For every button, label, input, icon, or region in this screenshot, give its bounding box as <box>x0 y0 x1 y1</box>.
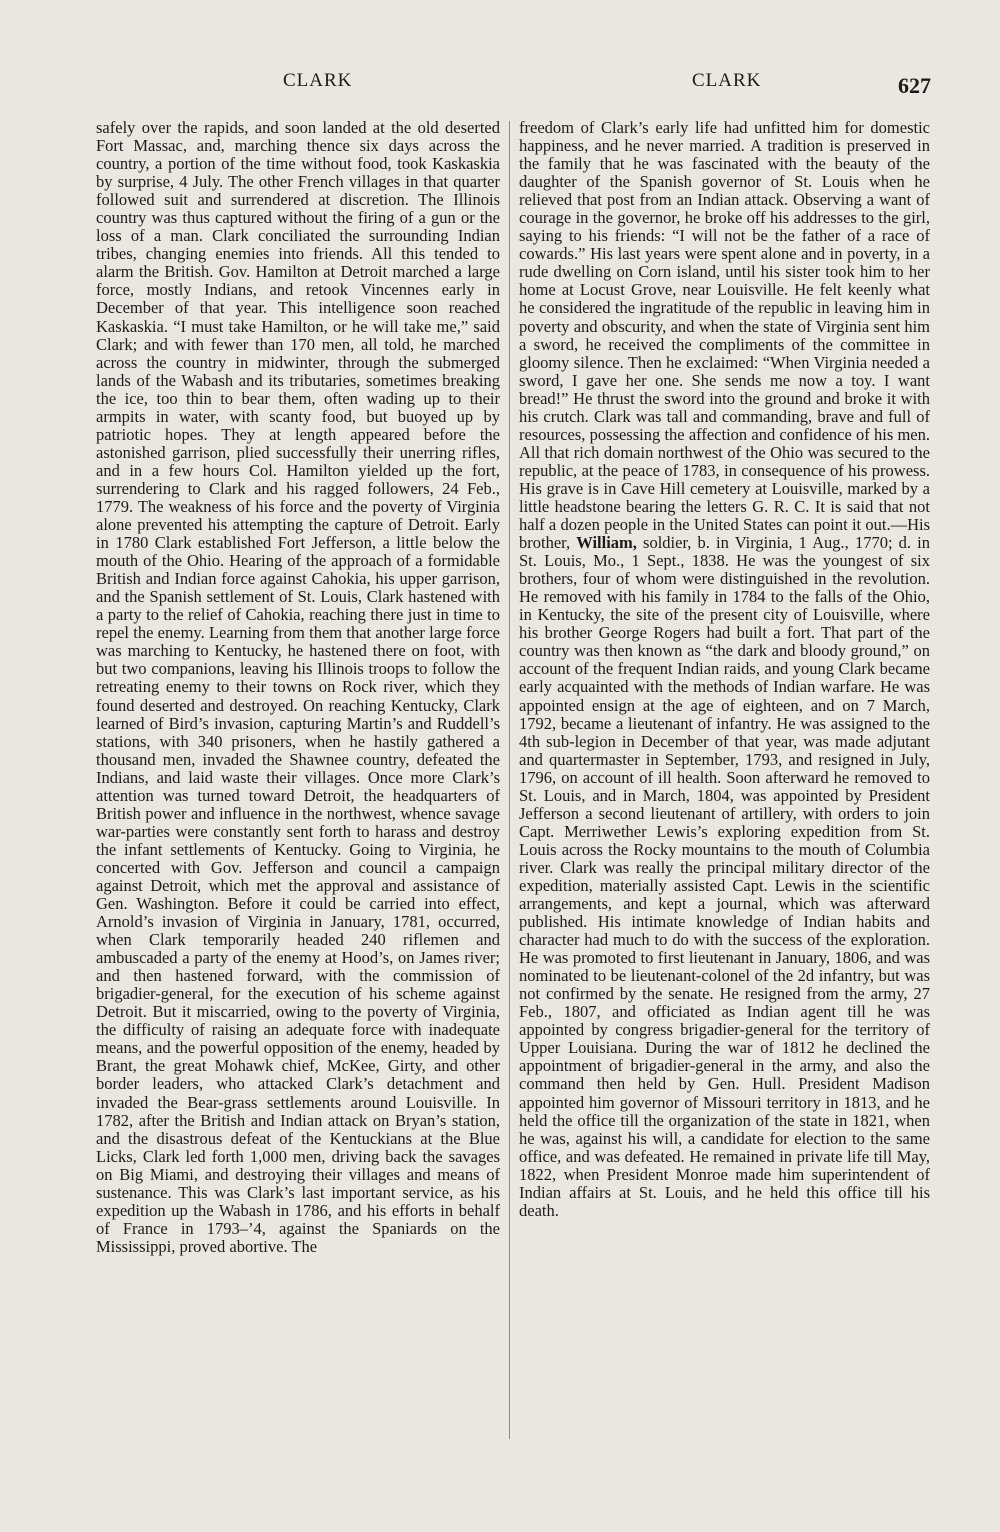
entry-name-william: William, <box>576 533 637 553</box>
body-text-right <box>519 119 930 1220</box>
body-text-right-part-2: soldier, b. in Virginia, 1 Aug., 1770; d. in St. Louis, Mo., 1 Sept., 1838. He was the youngest of six brothers, four of whom were distinguished in the revolution. He removed with his family in 1784 to the falls of the Ohio, in Kentucky, the site of the present city of Louisville, where his brother George Rogers had built a fort. That part of the country was then known as “the dark and bloody ground,” on account of the frequent Indian raids, and young Clark became early acquainted with the methods of Indian warfare. He was appointed ensign at the age of eighteen, and on 7 March, 1792, became a lieutenant of infantry. He was assigned to the 4th sub-legion in December of that year, was made adjutant and quartermaster in September, 1793, and resigned in July, 1796, on account of ill health. Soon afterward he removed to St. Louis, and in March, 1804, was appointed by President Jefferson a second lieutenant of artillery, with orders to join Capt. Merriwether Lewis’s exploring expedition from St. Louis across the Rocky mountains to the mouth of Columbia river. Clark was really the principal military director of the expedition, materially assisted Capt. Lewis in the scientific arrangements, and kept a journal, which was afterward published. His intimate knowledge of Indian habits and character had much to do with the success of the exploration. He was promoted to first lieutenant in January, 1806, and was nominated to be lieutenant-colonel of the 2d infantry, but was not confirmed by the senate. He resigned from the army, 27 Feb., 1807, and officiated as Indian agent till he was appointed by congress brigadier-general for the territory of Upper Louisiana. During the war of 1812 he declined the appointment of brigadier-general in the army, and also the command then held by Gen. Hull. President Madison appointed him governor of Missouri territory in 1813, and he held the office till the organization of the state in 1821, when he was, against his will, a candidate for election to the same office, and was defeated. He remained in private life till May, 1822, when President Monroe made him superintendent of Indian affairs at St. Louis, and he held this office till his death. <box>519 533 930 1220</box>
page-number: 627 <box>898 73 931 98</box>
body-text-right-part-1: freedom of Clark’s early life had unfitted him for domestic happiness, and he never married. A tradition is preserved in the family that he was fascinated with the beauty of the daughter of the Spanish governor of St. Louis when he relieved that post from an Indian attack. Observing a want of courage in the governor, he broke off his addresses to the girl, saying to his friends: “I will not be the father of a race of cowards.” His last years were spent alone and in poverty, in a rude dwelling on Corn island, until his sister took him to her home at Locust Grove, near Louisville. He felt keenly what he considered the ingratitude of the republic in leaving him in poverty and obscurity, and when the state of Virginia sent him a sword, he received the compliments of the committee in gloomy silence. Then he exclaimed: “When Virginia needed a sword, I gave her one. She sends me now a toy. I want bread!” He thrust the sword into the ground and broke it with his crutch. Clark was tall and commanding, brave and full of resources, possessing the affection and confidence of his men. All that rich domain northwest of the Ohio was secured to the republic, at the peace of 1783, in consequence of his prowess. His grave is in Cave Hill cemetery at Louisville, marked by a little headstone bearing the letters G. R. C. It is said that not half a dozen people in the United States can point it out.—His brother, <box>519 118 930 553</box>
running-head-right: CLARK <box>692 70 762 91</box>
text-column-right <box>519 119 930 1220</box>
body-text-left: safely over the rapids, and soon landed at the old deserted Fort Massac, and, marching thence six days across the country, a portion of the time without food, took Kaskaskia by surprise, 4 July. The other French villages in that quarter followed suit and surrendered at discretion. The Illinois country was thus captured without the firing of a gun or the loss of a man. Clark conciliated the surrounding Indian tribes, changing enemies into friends. All this tended to alarm the British. Gov. Hamilton at Detroit marched a large force, mostly Indians, and retook Vincennes early in December of that year. This intelligence soon reached Kaskaskia. “I must take Hamilton, or he will take me,” said Clark; and with fewer than 170 men, all told, he marched across the country in midwinter, through the submerged lands of the Wabash and its tributaries, sometimes breaking the ice, too thin to bear them, often wading up to their armpits in water, with scanty food, but buoyed up by patriotic hopes. They at length appeared before the astonished garrison, plied successfully their unerring rifles, and in a few hours Col. Hamilton yielded up the fort, surrendering to Clark and his ragged followers, 24 Feb., 1779. The weakness of his force and the poverty of Virginia alone prevented his attempting the capture of Detroit. Early in 1780 Clark established Fort Jefferson, a little below the mouth of the Ohio. Hearing of the approach of a formidable British and Indian force against Cahokia, his upper garrison, and the Spanish settlement of St. Louis, Clark hastened with a party to the relief of Cahokia, reaching there just in time to repel the enemy. Learning from them that another large force was marching to Kentucky, he hastened there on foot, with but two companions, leaving his Illinois troops to follow the retreating enemy to their towns on Rock river, which they found deserted and destroyed. On reaching Kentucky, Clark learned of Bird’s invasion, capturing Martin’s and Ruddell’s stations, with 340 prisoners, when he hastily gathered a thousand men, invaded the Shawnee country, defeated the Indians, and laid waste their villages. Once more Clark’s attention was turned toward Detroit, the headquarters of British power and influence in the northwest, whence savage war-parties were constantly sent forth to harass and destroy the infant settlements of Kentucky. Going to Virginia, he concerted with Gov. Jefferson and council a campaign against Detroit, which met the approval and assistance of Gen. Washington. Before it could be carried into effect, Arnold’s invasion of Virginia in January, 1781, occurred, when Clark temporarily headed 240 riflemen and ambuscaded a party of the enemy at Hood’s, on James river; and then hastened forward, with the commission of brigadier-general, for the execution of his scheme against Detroit. But it miscarried, owing to the poverty of Virginia, the difficulty of raising an adequate force with inadequate means, and the powerful opposition of the enemy, headed by Brant, the great Mohawk chief, McKee, Girty, and other border leaders, who attacked Clark’s detachment and invaded the Bear-grass settlements around Louisville. In 1782, after the British and Indian attack on Bryan’s station, and the disastrous defeat of the Kentuckians at the Blue Licks, Clark led forth 1,000 men, driving back the savages on Big Miami, and destroying their villages and means of sustenance. This was Clark’s last important service, as his expedition up the Wabash in 1786, and his efforts in behalf of France in 1793–’4, against the Spaniards on the Mississippi, proved abortive. The <box>96 118 500 1256</box>
column-divider <box>509 121 510 1439</box>
text-column-left <box>96 119 500 1256</box>
running-head-left: CLARK <box>283 70 353 91</box>
